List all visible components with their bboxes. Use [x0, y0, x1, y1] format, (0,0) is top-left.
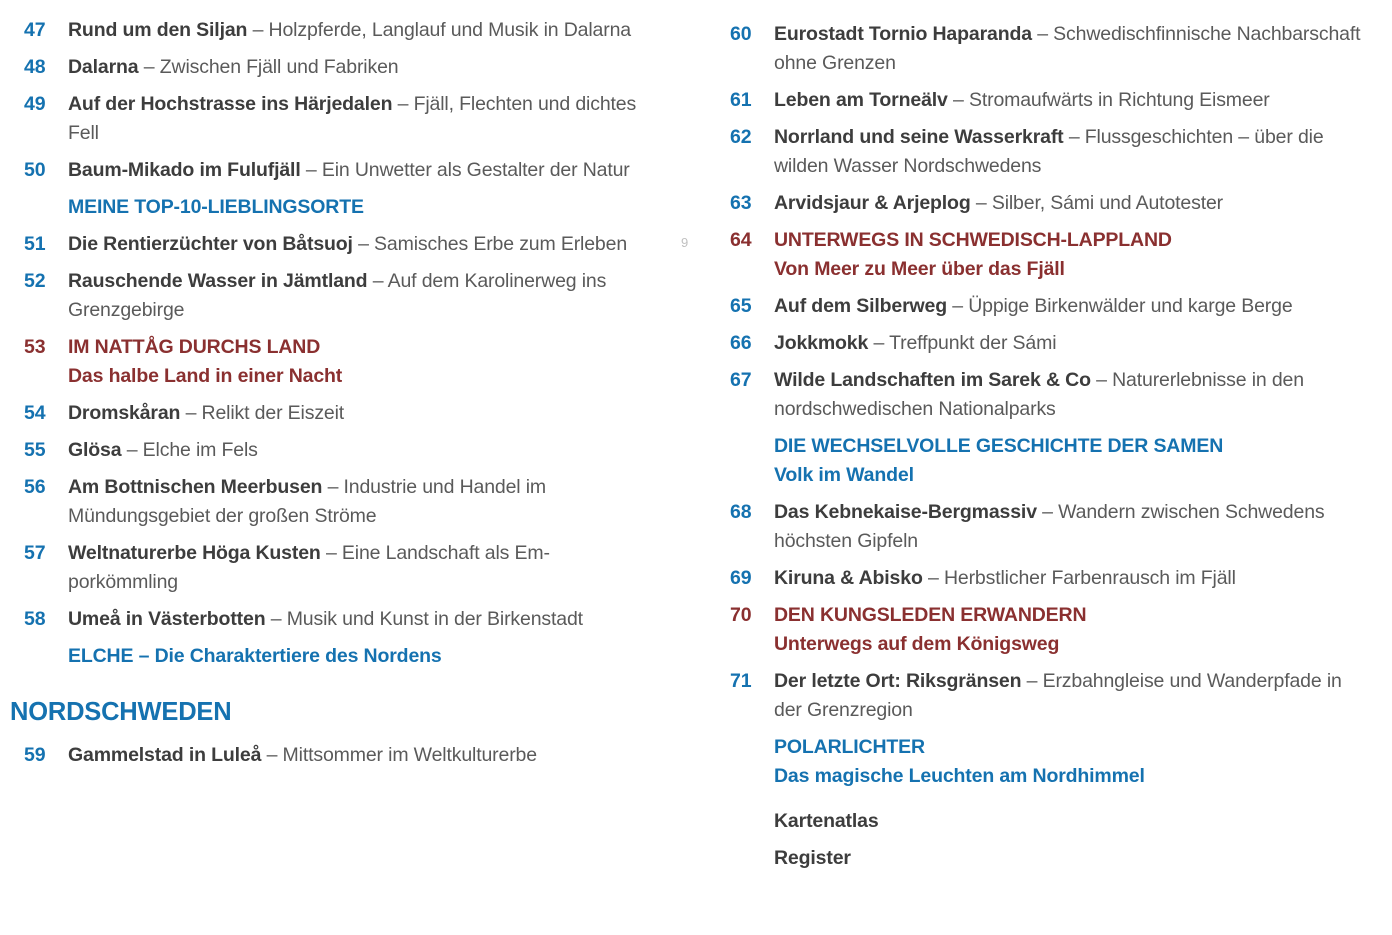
toc-entry-67 — [730, 366, 1364, 424]
toc-entry-49 — [24, 90, 652, 148]
entry-title: Der letzte Ort: Riksgränsen — [774, 670, 1022, 692]
feature-line: MEINE TOP-10-LIEBLINGSORTE — [68, 196, 364, 218]
entry-number: 60 — [730, 23, 752, 45]
entry-description: – Üppige Birkenwälder und karge Berge — [952, 295, 1293, 317]
entry-number: 53 — [24, 336, 46, 358]
entry-number: 51 — [24, 233, 46, 255]
entry-body — [774, 844, 1364, 873]
entry-number: 59 — [24, 744, 46, 766]
entry-title: Glösa — [68, 439, 122, 461]
feature-heading — [730, 733, 1364, 791]
toc-entry-60 — [730, 20, 1364, 78]
entry-number: 57 — [24, 542, 46, 564]
entry-description: – Flussgeschichten – über die wilden Wasser Nordschwedens — [774, 126, 1324, 177]
toc-entry-53 — [24, 333, 652, 391]
entry-number: 71 — [730, 670, 752, 692]
entry-title: Kartenatlas — [774, 810, 879, 832]
entry-description: – Ein Unwetter als Gestalter der Natur — [305, 159, 630, 181]
feature-heading — [24, 642, 652, 671]
feature-line: IM NATTÅG DURCHS LAND — [68, 336, 321, 358]
toc-entry-48 — [24, 53, 652, 82]
feature-line: POLARLICHTER — [774, 736, 925, 758]
entry-description: – Mittsommer im Weltkulturerbe — [266, 744, 537, 766]
entry-body — [774, 189, 1364, 218]
entry-number: 62 — [730, 126, 752, 148]
toc-entry-59 — [24, 741, 652, 770]
toc-entry-70 — [730, 601, 1364, 659]
feature-line: Von Meer zu Meer über das Fjäll — [774, 258, 1065, 280]
entry-body — [68, 399, 652, 428]
toc-entry-65 — [730, 292, 1364, 321]
toc-entry-55 — [24, 436, 652, 465]
entry-description: – Eine Landschaft als Emporkömmling — [68, 542, 550, 593]
entry-description: – Auf dem Karolinerweg ins Grenzgebirge — [68, 270, 607, 321]
toc-entry-69 — [730, 564, 1364, 593]
entry-title: Auf der Hochstrasse ins Härjedalen — [68, 93, 393, 115]
toc-entry-68 — [730, 498, 1364, 556]
entry-number: 70 — [730, 604, 752, 626]
entry-number: 66 — [730, 332, 752, 354]
entry-number: 69 — [730, 567, 752, 589]
entry-body — [774, 366, 1364, 424]
entry-body — [68, 333, 652, 391]
entry-body — [774, 226, 1364, 284]
entry-title: Jokkmokk — [774, 332, 869, 354]
entry-title: Am Bottnischen Meerbusen — [68, 476, 323, 498]
entry-title: Arvidsjaur & Arjeplog — [774, 192, 971, 214]
entry-title: Das Kebnekaise-Bergmassiv — [774, 501, 1037, 523]
entry-body — [774, 564, 1364, 593]
entry-number: 68 — [730, 501, 752, 523]
toc-entry-62 — [730, 123, 1364, 181]
entry-title: Rauschende Wasser in Jämtland — [68, 270, 368, 292]
entry-title: Norrland und seine Wasserkraft — [774, 126, 1064, 148]
entry-title: Dromskåran — [68, 402, 181, 424]
toc-entry-54 — [24, 399, 652, 428]
entry-description: – Fjäll, Flechten und dichtes Fell — [68, 93, 637, 144]
entry-title: Umeå in Västerbotten — [68, 608, 266, 630]
feature-line: Das magische Leuchten am Nordhimmel — [774, 765, 1145, 787]
section-heading: NORDSCHWEDEN — [10, 698, 232, 726]
entry-body — [774, 329, 1364, 358]
entry-body — [774, 292, 1364, 321]
entry-title: Auf dem Silberweg — [774, 295, 947, 317]
entry-body — [774, 733, 1364, 791]
toc-entry-66 — [730, 329, 1364, 358]
entry-number: 58 — [24, 608, 46, 630]
entry-description: – Industrie und Handel im Mündungsgebiet der großen Ströme — [68, 476, 547, 527]
entry-number: 48 — [24, 56, 46, 78]
entry-description: – Musik und Kunst in der Birkenstadt — [270, 608, 583, 630]
entry-number: 50 — [24, 159, 46, 181]
feature-line: Das halbe Land in einer Nacht — [68, 365, 343, 387]
entry-title: Die Rentierzüchter von Båtsuoj — [68, 233, 353, 255]
entry-body — [774, 432, 1364, 490]
entry-description: – Wandern zwischen Schwedens höchsten Gipfeln — [774, 501, 1325, 552]
entry-number: 47 — [24, 19, 46, 41]
entry-title: Wilde Landschaften im Sarek & Co — [774, 369, 1091, 391]
entry-number: 61 — [730, 89, 752, 111]
entry-description: – Holzpferde, Langlauf und Musik in Dalarna — [252, 19, 631, 41]
entry-number: 56 — [24, 476, 46, 498]
toc-entry-64 — [730, 226, 1364, 284]
entry-body — [68, 642, 652, 671]
toc-entry-56 — [24, 473, 652, 531]
feature-line: UNTERWEGS IN SCHWEDISCH-LAPPLAND — [774, 229, 1172, 251]
entry-number: 67 — [730, 369, 752, 391]
entry-body — [68, 605, 652, 634]
toc-entry-52 — [24, 267, 652, 325]
toc-entry-47 — [24, 16, 652, 45]
entry-number: 65 — [730, 295, 752, 317]
entry-number: 64 — [730, 229, 752, 251]
toc-entry-63 — [730, 189, 1364, 218]
entry-number: 52 — [24, 270, 46, 292]
entry-body — [68, 230, 652, 259]
entry-title: Baum-Mikado im Fulufjäll — [68, 159, 301, 181]
toc-entry-51 — [24, 230, 652, 259]
toc-entry-plain — [730, 807, 1364, 836]
toc-entry-71 — [730, 667, 1364, 725]
entry-title: Register — [774, 847, 851, 869]
entry-description: – Herbstlicher Farbenrausch im Fjäll — [928, 567, 1236, 589]
entry-title: Leben am Torneälv — [774, 89, 948, 111]
feature-heading — [24, 193, 652, 222]
feature-line: Unterwegs auf dem Königsweg — [774, 633, 1060, 655]
entry-body — [68, 436, 652, 465]
entry-body — [774, 123, 1364, 181]
entry-title: Eurostadt Tornio Haparanda — [774, 23, 1032, 45]
stray-page-number: 9 — [681, 235, 689, 250]
entry-body — [68, 193, 652, 222]
feature-line: DIE WECHSELVOLLE GESCHICHTE DER SAMEN — [774, 435, 1224, 457]
feature-line: DEN KUNGSLEDEN ERWANDERN — [774, 604, 1087, 626]
entry-body — [774, 807, 1364, 836]
entry-description: – Samisches Erbe zum Erleben — [358, 233, 628, 255]
entry-description: – Elche im Fels — [126, 439, 258, 461]
feature-heading — [730, 432, 1364, 490]
entry-description: – Silber, Sámi und Autotester — [975, 192, 1224, 214]
entry-body — [68, 90, 652, 148]
entry-body — [68, 539, 652, 597]
entry-title: Kiruna & Abisko — [774, 567, 923, 589]
entry-body — [774, 20, 1364, 78]
entry-title: Rund um den Siljan — [68, 19, 248, 41]
toc-entry-50 — [24, 156, 652, 185]
entry-body — [68, 741, 652, 770]
entry-body — [774, 667, 1364, 725]
feature-line: Volk im Wandel — [774, 464, 914, 486]
entry-description: – Schwedischfinnische Nachbarschaft ohne Grenzen — [774, 23, 1361, 74]
entry-number: 54 — [24, 402, 46, 424]
entry-body — [68, 156, 652, 185]
toc-entry-plain — [730, 844, 1364, 873]
right-column — [730, 20, 1364, 881]
entry-title: Weltnaturerbe Höga Kusten — [68, 542, 321, 564]
toc-entry-58 — [24, 605, 652, 634]
left-column — [10, 16, 652, 778]
entry-title: Gammelstad in Luleå — [68, 744, 262, 766]
entry-number: 55 — [24, 439, 46, 461]
entry-body — [68, 473, 652, 531]
feature-line: ELCHE – Die Charaktertiere des Nordens — [68, 645, 442, 667]
entry-number: 49 — [24, 93, 46, 115]
entry-description: – Erzbahngleise und Wanderpfade in der Grenzregion — [774, 670, 1342, 721]
entry-number: 63 — [730, 192, 752, 214]
entry-description: – Stromaufwärts in Richtung Eismeer — [953, 89, 1270, 111]
toc-entry-57 — [24, 539, 652, 597]
entry-description: – Zwischen Fjäll und Fabriken — [143, 56, 399, 78]
entry-description: – Naturerlebnisse in den nordschwedischen Nationalparks — [774, 369, 1304, 420]
entry-title: Dalarna — [68, 56, 139, 78]
entry-body — [774, 86, 1364, 115]
entry-body — [774, 601, 1364, 659]
entry-body — [68, 16, 652, 45]
toc-entry-61 — [730, 86, 1364, 115]
entry-body — [68, 267, 652, 325]
entry-description: – Relikt der Eiszeit — [185, 402, 345, 424]
entry-body — [68, 53, 652, 82]
entry-body — [774, 498, 1364, 556]
entry-description: – Treffpunkt der Sámi — [873, 332, 1057, 354]
